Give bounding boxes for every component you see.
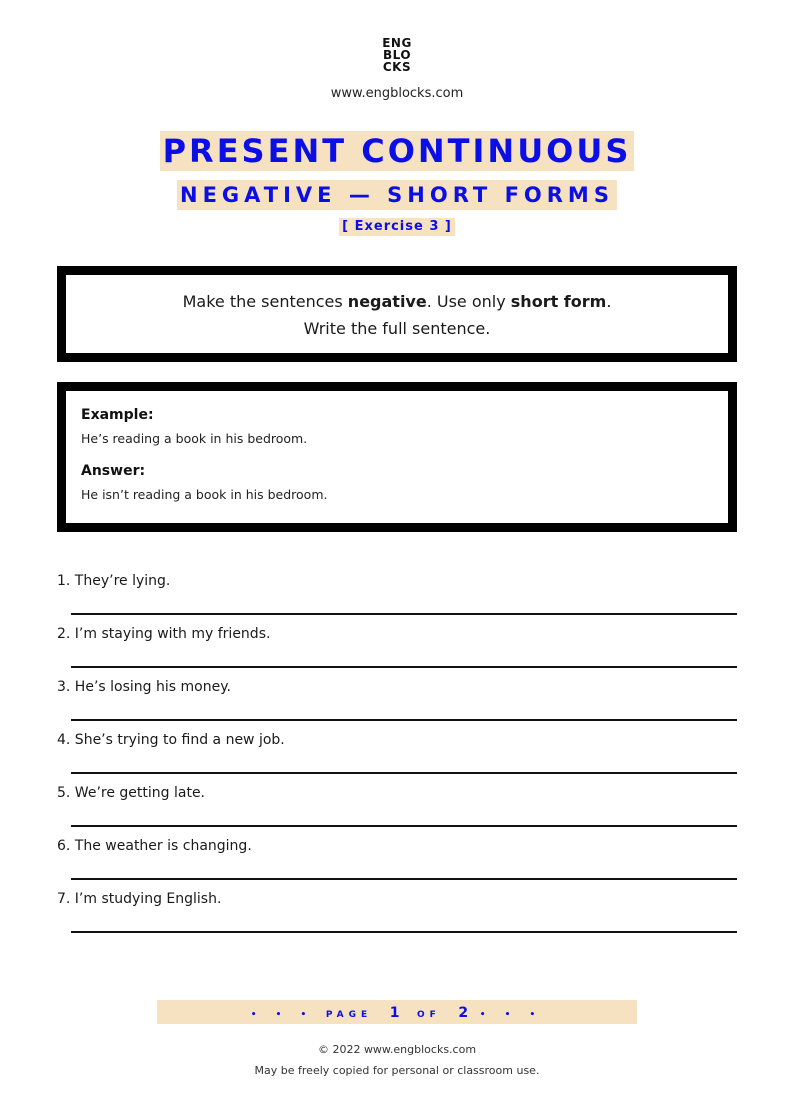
title-container	[0, 131, 794, 171]
answer-label: Answer:	[81, 463, 146, 479]
instructions-bold-negative: negative	[347, 292, 427, 311]
question-text: 7. I’m studying English.	[57, 891, 222, 907]
answer-line[interactable]	[71, 825, 737, 827]
question-list	[57, 570, 737, 941]
license-text: May be freely copied for personal or classroom use.	[254, 1064, 540, 1077]
instructions-text-3: .	[606, 292, 612, 311]
answer-sentence: He isn’t reading a book in his bedroom.	[81, 487, 328, 502]
question-text: 3. He’s losing his money.	[57, 679, 231, 695]
instructions-text-2: . Use only	[426, 292, 511, 311]
logo-line-3: CKS	[382, 60, 412, 74]
question-item	[57, 570, 737, 623]
instructions-bold-short-form: short form	[510, 292, 607, 311]
page-title: PRESENT CONTINUOUS	[160, 131, 635, 171]
page-subtitle: NEGATIVE — SHORT FORMS	[177, 180, 617, 210]
site-url: www.engblocks.com	[330, 86, 464, 101]
question-text: 6. The weather is changing.	[57, 838, 252, 854]
pagination-current: 1	[389, 1005, 400, 1021]
logo-line-1: ENG	[382, 36, 412, 50]
question-item	[57, 676, 737, 729]
answer-line[interactable]	[71, 931, 737, 933]
instructions-line-1	[66, 288, 728, 315]
answer-line[interactable]	[71, 666, 737, 668]
pagination-dots-left: • • •	[250, 1010, 315, 1020]
example-label: Example:	[81, 407, 154, 423]
example-sentence: He’s reading a book in his bedroom.	[81, 431, 308, 446]
instructions-box	[57, 266, 737, 362]
question-item	[57, 729, 737, 782]
exercise-container	[0, 215, 794, 236]
pagination-page-word: PAGE	[325, 1010, 373, 1020]
pagination-bar	[157, 1000, 637, 1024]
instructions-text-1: Make the sentences	[182, 292, 348, 311]
question-text: 2. I’m staying with my friends.	[57, 626, 271, 642]
pagination-dots-right: • • •	[479, 1010, 544, 1020]
exercise-label: [ Exercise 3 ]	[339, 218, 455, 236]
copyright-text: © 2022 www.engblocks.com	[317, 1043, 477, 1056]
question-item	[57, 782, 737, 835]
question-item	[57, 835, 737, 888]
question-text: 1. They’re lying.	[57, 573, 171, 589]
question-text: 5. We’re getting late.	[57, 785, 206, 801]
engblocks-logo	[0, 37, 794, 73]
instructions-line-2: Write the full sentence.	[303, 319, 491, 338]
answer-line[interactable]	[71, 613, 737, 615]
answer-line[interactable]	[71, 772, 737, 774]
question-item	[57, 888, 737, 941]
question-text: 4. She’s trying to find a new job.	[57, 732, 285, 748]
answer-line[interactable]	[71, 878, 737, 880]
logo-line-2: BLO	[382, 48, 412, 62]
pagination-of-word: OF	[417, 1010, 441, 1020]
example-box	[57, 382, 737, 532]
question-item	[57, 623, 737, 676]
subtitle-container	[0, 180, 794, 210]
answer-line[interactable]	[71, 719, 737, 721]
pagination-total: 2	[458, 1005, 469, 1021]
